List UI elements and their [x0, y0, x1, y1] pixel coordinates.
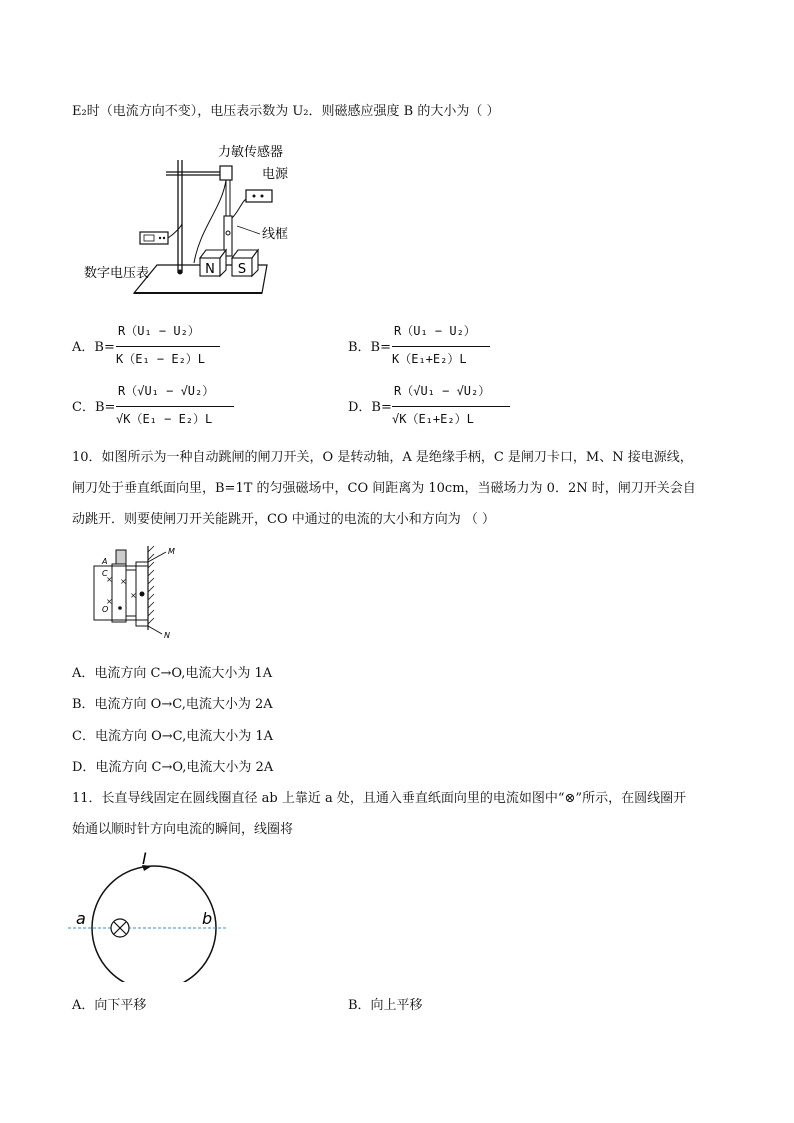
switch-a-label: A [102, 557, 108, 566]
sensor-label: 力敏传感器 [218, 145, 284, 160]
current-i-label: I [142, 852, 147, 868]
point-b-label: b [202, 909, 213, 928]
q10-text-line-2: 闸刀处于垂直纸面向里，B=1T 的匀强磁场中，CO 间距离为 10cm，当磁场力为 0．2N 时，闸刀开关会自 [72, 481, 696, 496]
q9-option-c[interactable] [72, 382, 272, 432]
q11-option-a[interactable]: A．向下平移 [72, 998, 147, 1013]
point-a-label: a [76, 909, 86, 928]
q10-knife-switch-figure [86, 542, 186, 642]
q9-option-a-numerator: R（U₁ − U₂） [118, 324, 200, 338]
q9-option-c-denominator: √K（E₁ − E₂）L [116, 412, 213, 426]
svg-text:×: × [120, 577, 127, 586]
svg-text:×: × [106, 575, 113, 584]
switch-o-label: O [102, 605, 109, 614]
q9-apparatus-figure [82, 138, 312, 300]
q11-text-line-2: 始通以顺时针方向电流的瞬间，线圈将 [72, 822, 294, 837]
q11-text-line-1: 11．长直导线固定在圆线圈直径 ab 上靠近 a 处，且通入垂直纸面向里的电流如图中“⊗”所示，在圆线圈开 [72, 791, 687, 806]
q9-option-b-numerator: R（U₁ − U₂） [394, 324, 476, 338]
switch-c-label: C [102, 569, 108, 578]
q9-option-d-denominator: √K（E₁+E₂）L [392, 412, 474, 426]
q9-option-a-prefix: A．B= [72, 340, 115, 355]
q9-option-d[interactable] [348, 382, 548, 432]
power-label: 电源 [262, 167, 289, 182]
magnet-n-label: N [205, 262, 215, 277]
q10-option-c[interactable]: C．电流方向 O→C,电流大小为 1A [72, 729, 274, 744]
switch-m-label: M [168, 547, 175, 556]
q9-option-c-prefix: C．B= [72, 400, 116, 415]
q11-circle-coil-figure [66, 852, 236, 982]
voltmeter-label: 数字电压表 [84, 266, 150, 281]
q9-option-d-prefix: D．B= [348, 400, 392, 415]
q10-option-d[interactable]: D．电流方向 C→O,电流大小为 2A [72, 760, 274, 775]
magnet-s-label: S [237, 262, 247, 277]
q9-option-c-numerator: R（√U₁ − √U₂） [118, 384, 215, 398]
svg-text:×: × [130, 591, 137, 600]
q9-option-a-denominator: K（E₁ − E₂）L [116, 352, 206, 366]
q10-text-line-1: 10．如图所示为一种自动跳闸的闸刀开关，O 是转动轴，A 是绝缘手柄，C 是闸刀卡口，M、N 接电源线， [72, 450, 693, 465]
q9-intro-text: E₂时（电流方向不变），电压表示数为 U₂．则磁感应强度 B 的大小为（ ） [72, 104, 500, 119]
q10-text-line-3: 动跳开．则要使闸刀开关能跳开，CO 中通过的电流的大小和方向为 （ ） [72, 512, 496, 527]
q10-option-b[interactable]: B．电流方向 O→C,电流大小为 2A [72, 697, 273, 712]
q10-option-a[interactable]: A．电流方向 C→O,电流大小为 1A [72, 666, 273, 681]
q9-option-a[interactable] [72, 322, 272, 372]
q11-option-b[interactable]: B．向上平移 [348, 998, 423, 1013]
q9-option-d-numerator: R（√U₁ − √U₂） [394, 384, 491, 398]
q9-option-b-prefix: B．B= [348, 340, 391, 355]
q9-option-b[interactable] [348, 322, 548, 372]
svg-text:×: × [106, 597, 113, 606]
coil-label: 线框 [262, 227, 289, 242]
switch-n-label: N [164, 631, 170, 640]
q9-option-b-denominator: K（E₁+E₂）L [392, 352, 467, 366]
